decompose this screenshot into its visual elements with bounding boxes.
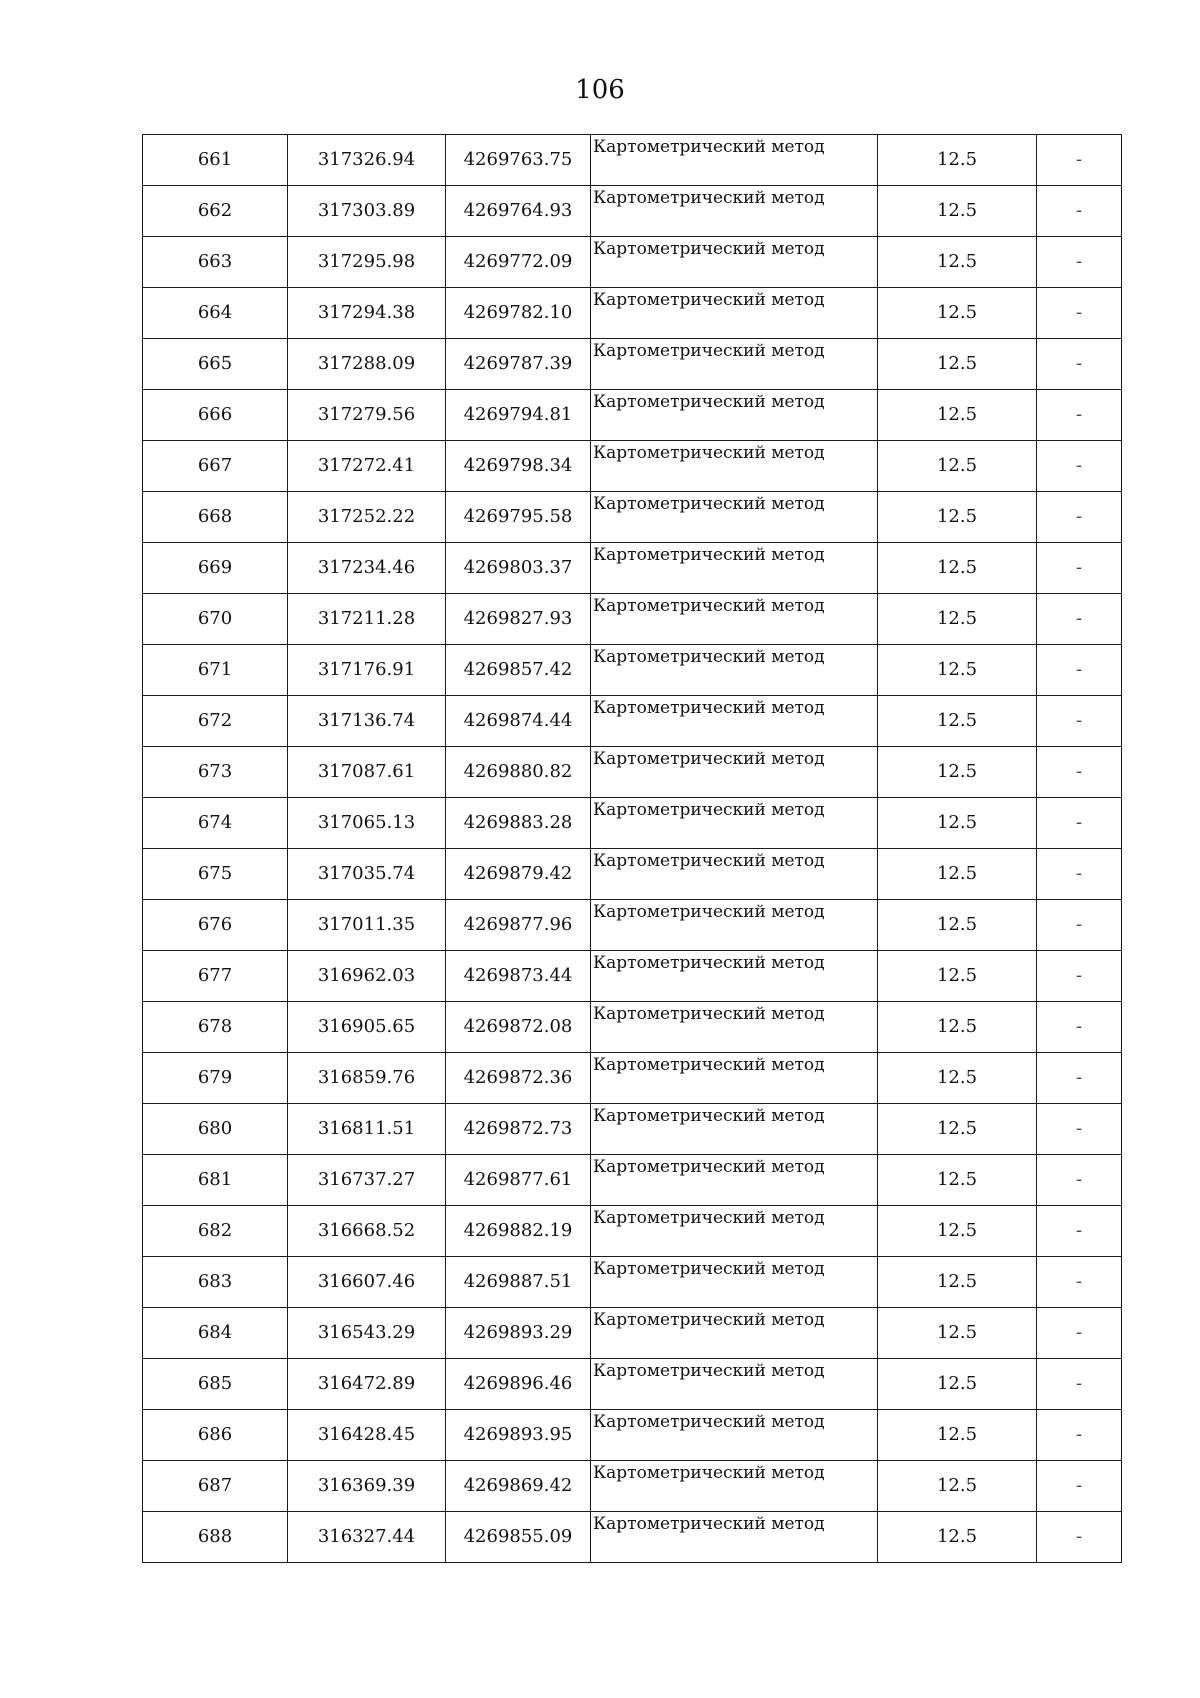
y-coordinate-cell: 4269882.19 (446, 1206, 591, 1257)
x-coordinate-cell: 316811.51 (288, 1104, 446, 1155)
x-coordinate-cell: 317065.13 (288, 798, 446, 849)
method-cell: Картометрический метод (591, 1206, 878, 1257)
point-number-cell: 686 (143, 1410, 288, 1461)
accuracy-cell: 12.5 (878, 441, 1037, 492)
x-coordinate-cell: 316905.65 (288, 1002, 446, 1053)
note-cell: - (1037, 288, 1122, 339)
y-coordinate-cell: 4269763.75 (446, 135, 591, 186)
point-number-cell: 675 (143, 849, 288, 900)
accuracy-cell: 12.5 (878, 390, 1037, 441)
y-coordinate-cell: 4269879.42 (446, 849, 591, 900)
note-cell: - (1037, 1461, 1122, 1512)
note-cell: - (1037, 492, 1122, 543)
x-coordinate-cell: 316859.76 (288, 1053, 446, 1104)
accuracy-cell: 12.5 (878, 1104, 1037, 1155)
y-coordinate-cell: 4269857.42 (446, 645, 591, 696)
x-coordinate-cell: 317176.91 (288, 645, 446, 696)
table-row (143, 1308, 1122, 1359)
method-cell: Картометрический метод (591, 492, 878, 543)
note-cell: - (1037, 1053, 1122, 1104)
y-coordinate-cell: 4269877.61 (446, 1155, 591, 1206)
accuracy-cell: 12.5 (878, 1512, 1037, 1563)
method-cell: Картометрический метод (591, 798, 878, 849)
note-cell: - (1037, 186, 1122, 237)
accuracy-cell: 12.5 (878, 1257, 1037, 1308)
note-cell: - (1037, 237, 1122, 288)
y-coordinate-cell: 4269872.08 (446, 1002, 591, 1053)
x-coordinate-cell: 317279.56 (288, 390, 446, 441)
table-row (143, 543, 1122, 594)
table-row (143, 849, 1122, 900)
accuracy-cell: 12.5 (878, 696, 1037, 747)
x-coordinate-cell: 317211.28 (288, 594, 446, 645)
method-cell: Картометрический метод (591, 135, 878, 186)
accuracy-cell: 12.5 (878, 951, 1037, 1002)
table-row (143, 1002, 1122, 1053)
x-coordinate-cell: 317252.22 (288, 492, 446, 543)
point-number-cell: 673 (143, 747, 288, 798)
note-cell: - (1037, 1359, 1122, 1410)
y-coordinate-cell: 4269798.34 (446, 441, 591, 492)
method-cell: Картометрический метод (591, 1053, 878, 1104)
point-number-cell: 677 (143, 951, 288, 1002)
y-coordinate-cell: 4269880.82 (446, 747, 591, 798)
x-coordinate-cell: 317295.98 (288, 237, 446, 288)
point-number-cell: 688 (143, 1512, 288, 1563)
table-row (143, 1104, 1122, 1155)
x-coordinate-cell: 316472.89 (288, 1359, 446, 1410)
coordinates-table (142, 134, 1122, 1563)
table-row (143, 951, 1122, 1002)
table-row (143, 1410, 1122, 1461)
y-coordinate-cell: 4269772.09 (446, 237, 591, 288)
x-coordinate-cell: 317288.09 (288, 339, 446, 390)
accuracy-cell: 12.5 (878, 1359, 1037, 1410)
point-number-cell: 687 (143, 1461, 288, 1512)
method-cell: Картометрический метод (591, 1461, 878, 1512)
point-number-cell: 679 (143, 1053, 288, 1104)
method-cell: Картометрический метод (591, 696, 878, 747)
note-cell: - (1037, 441, 1122, 492)
accuracy-cell: 12.5 (878, 543, 1037, 594)
note-cell: - (1037, 390, 1122, 441)
method-cell: Картометрический метод (591, 441, 878, 492)
note-cell: - (1037, 951, 1122, 1002)
point-number-cell: 663 (143, 237, 288, 288)
y-coordinate-cell: 4269782.10 (446, 288, 591, 339)
note-cell: - (1037, 1257, 1122, 1308)
point-number-cell: 665 (143, 339, 288, 390)
x-coordinate-cell: 317011.35 (288, 900, 446, 951)
method-cell: Картометрический метод (591, 849, 878, 900)
y-coordinate-cell: 4269877.96 (446, 900, 591, 951)
note-cell: - (1037, 135, 1122, 186)
y-coordinate-cell: 4269803.37 (446, 543, 591, 594)
page-number: 106 (575, 75, 625, 105)
method-cell: Картометрический метод (591, 951, 878, 1002)
table-row (143, 1461, 1122, 1512)
x-coordinate-cell: 316668.52 (288, 1206, 446, 1257)
x-coordinate-cell: 316327.44 (288, 1512, 446, 1563)
note-cell: - (1037, 594, 1122, 645)
table-row (143, 492, 1122, 543)
method-cell: Картометрический метод (591, 390, 878, 441)
table-row (143, 1155, 1122, 1206)
table-row (143, 186, 1122, 237)
y-coordinate-cell: 4269764.93 (446, 186, 591, 237)
y-coordinate-cell: 4269855.09 (446, 1512, 591, 1563)
method-cell: Картометрический метод (591, 288, 878, 339)
table-row (143, 441, 1122, 492)
note-cell: - (1037, 1308, 1122, 1359)
x-coordinate-cell: 317136.74 (288, 696, 446, 747)
x-coordinate-cell: 316543.29 (288, 1308, 446, 1359)
method-cell: Картометрический метод (591, 645, 878, 696)
y-coordinate-cell: 4269794.81 (446, 390, 591, 441)
note-cell: - (1037, 1512, 1122, 1563)
method-cell: Картометрический метод (591, 237, 878, 288)
method-cell: Картометрический метод (591, 339, 878, 390)
note-cell: - (1037, 1104, 1122, 1155)
method-cell: Картометрический метод (591, 1002, 878, 1053)
point-number-cell: 666 (143, 390, 288, 441)
accuracy-cell: 12.5 (878, 747, 1037, 798)
point-number-cell: 683 (143, 1257, 288, 1308)
table-row (143, 645, 1122, 696)
accuracy-cell: 12.5 (878, 288, 1037, 339)
point-number-cell: 681 (143, 1155, 288, 1206)
point-number-cell: 670 (143, 594, 288, 645)
point-number-cell: 676 (143, 900, 288, 951)
x-coordinate-cell: 317303.89 (288, 186, 446, 237)
y-coordinate-cell: 4269869.42 (446, 1461, 591, 1512)
y-coordinate-cell: 4269872.36 (446, 1053, 591, 1104)
table-row (143, 1512, 1122, 1563)
table-row (143, 798, 1122, 849)
y-coordinate-cell: 4269873.44 (446, 951, 591, 1002)
note-cell: - (1037, 849, 1122, 900)
y-coordinate-cell: 4269887.51 (446, 1257, 591, 1308)
note-cell: - (1037, 1206, 1122, 1257)
accuracy-cell: 12.5 (878, 798, 1037, 849)
method-cell: Картометрический метод (591, 900, 878, 951)
point-number-cell: 684 (143, 1308, 288, 1359)
x-coordinate-cell: 317087.61 (288, 747, 446, 798)
y-coordinate-cell: 4269795.58 (446, 492, 591, 543)
point-number-cell: 678 (143, 1002, 288, 1053)
accuracy-cell: 12.5 (878, 900, 1037, 951)
method-cell: Картометрический метод (591, 594, 878, 645)
point-number-cell: 674 (143, 798, 288, 849)
x-coordinate-cell: 317234.46 (288, 543, 446, 594)
point-number-cell: 672 (143, 696, 288, 747)
point-number-cell: 662 (143, 186, 288, 237)
table-row (143, 696, 1122, 747)
accuracy-cell: 12.5 (878, 1410, 1037, 1461)
accuracy-cell: 12.5 (878, 1206, 1037, 1257)
method-cell: Картометрический метод (591, 1308, 878, 1359)
table-row (143, 747, 1122, 798)
accuracy-cell: 12.5 (878, 135, 1037, 186)
point-number-cell: 661 (143, 135, 288, 186)
point-number-cell: 664 (143, 288, 288, 339)
x-coordinate-cell: 316737.27 (288, 1155, 446, 1206)
y-coordinate-cell: 4269872.73 (446, 1104, 591, 1155)
note-cell: - (1037, 798, 1122, 849)
note-cell: - (1037, 1410, 1122, 1461)
note-cell: - (1037, 747, 1122, 798)
accuracy-cell: 12.5 (878, 849, 1037, 900)
method-cell: Картометрический метод (591, 1512, 878, 1563)
accuracy-cell: 12.5 (878, 1308, 1037, 1359)
method-cell: Картометрический метод (591, 186, 878, 237)
point-number-cell: 682 (143, 1206, 288, 1257)
accuracy-cell: 12.5 (878, 492, 1037, 543)
method-cell: Картометрический метод (591, 543, 878, 594)
table-row (143, 1359, 1122, 1410)
table-row (143, 1206, 1122, 1257)
note-cell: - (1037, 900, 1122, 951)
method-cell: Картометрический метод (591, 747, 878, 798)
y-coordinate-cell: 4269827.93 (446, 594, 591, 645)
method-cell: Картометрический метод (591, 1104, 878, 1155)
y-coordinate-cell: 4269893.29 (446, 1308, 591, 1359)
note-cell: - (1037, 1002, 1122, 1053)
accuracy-cell: 12.5 (878, 1461, 1037, 1512)
point-number-cell: 671 (143, 645, 288, 696)
x-coordinate-cell: 317035.74 (288, 849, 446, 900)
point-number-cell: 668 (143, 492, 288, 543)
x-coordinate-cell: 316607.46 (288, 1257, 446, 1308)
accuracy-cell: 12.5 (878, 237, 1037, 288)
method-cell: Картометрический метод (591, 1155, 878, 1206)
note-cell: - (1037, 1155, 1122, 1206)
method-cell: Картометрический метод (591, 1257, 878, 1308)
point-number-cell: 680 (143, 1104, 288, 1155)
x-coordinate-cell: 316369.39 (288, 1461, 446, 1512)
x-coordinate-cell: 317326.94 (288, 135, 446, 186)
x-coordinate-cell: 316428.45 (288, 1410, 446, 1461)
accuracy-cell: 12.5 (878, 594, 1037, 645)
table-row (143, 339, 1122, 390)
accuracy-cell: 12.5 (878, 186, 1037, 237)
y-coordinate-cell: 4269874.44 (446, 696, 591, 747)
accuracy-cell: 12.5 (878, 1053, 1037, 1104)
note-cell: - (1037, 339, 1122, 390)
point-number-cell: 667 (143, 441, 288, 492)
method-cell: Картометрический метод (591, 1359, 878, 1410)
x-coordinate-cell: 317272.41 (288, 441, 446, 492)
point-number-cell: 669 (143, 543, 288, 594)
table-row (143, 900, 1122, 951)
table-row (143, 135, 1122, 186)
accuracy-cell: 12.5 (878, 1155, 1037, 1206)
note-cell: - (1037, 543, 1122, 594)
table-body (143, 135, 1122, 1563)
point-number-cell: 685 (143, 1359, 288, 1410)
y-coordinate-cell: 4269883.28 (446, 798, 591, 849)
note-cell: - (1037, 696, 1122, 747)
table-row (143, 1257, 1122, 1308)
accuracy-cell: 12.5 (878, 645, 1037, 696)
y-coordinate-cell: 4269787.39 (446, 339, 591, 390)
x-coordinate-cell: 316962.03 (288, 951, 446, 1002)
table-row (143, 390, 1122, 441)
method-cell: Картометрический метод (591, 1410, 878, 1461)
table-row (143, 594, 1122, 645)
y-coordinate-cell: 4269896.46 (446, 1359, 591, 1410)
accuracy-cell: 12.5 (878, 1002, 1037, 1053)
table-row (143, 237, 1122, 288)
table-row (143, 1053, 1122, 1104)
x-coordinate-cell: 317294.38 (288, 288, 446, 339)
note-cell: - (1037, 645, 1122, 696)
y-coordinate-cell: 4269893.95 (446, 1410, 591, 1461)
table-row (143, 288, 1122, 339)
accuracy-cell: 12.5 (878, 339, 1037, 390)
